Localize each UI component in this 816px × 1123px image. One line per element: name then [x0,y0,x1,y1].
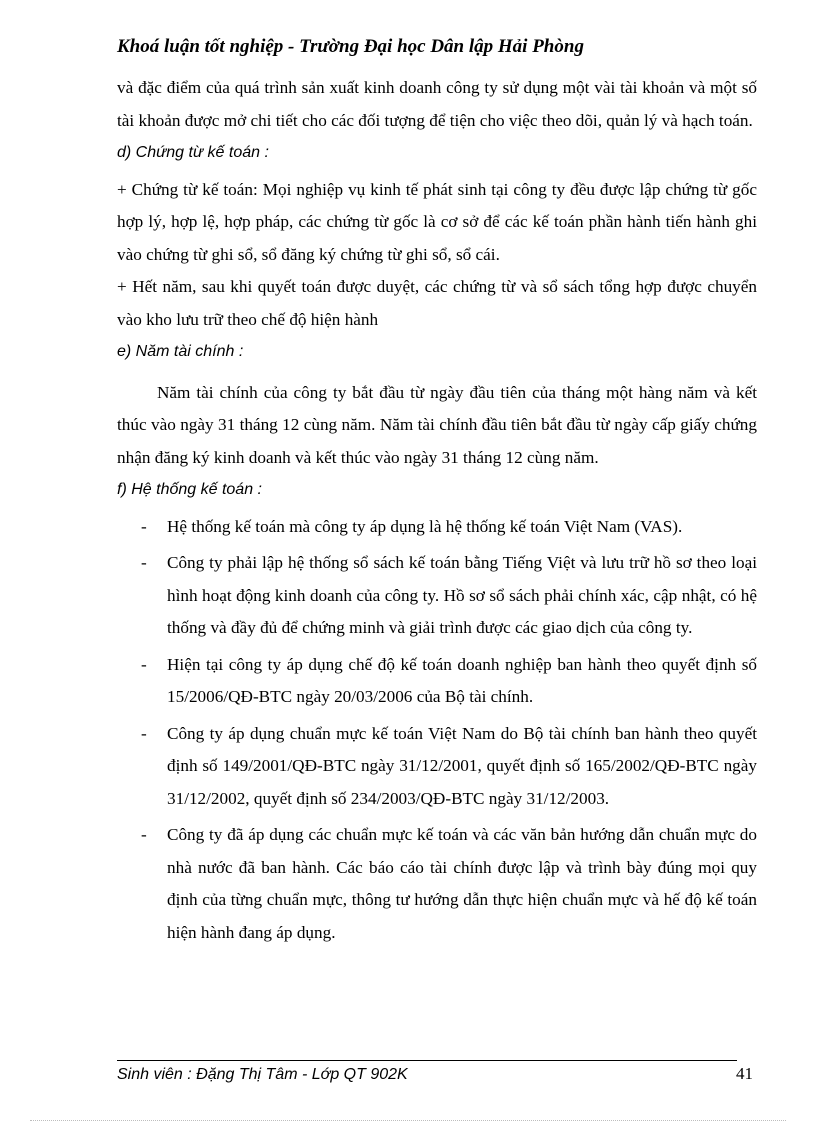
list-item-text: Hiện tại công ty áp dụng chế độ kế toán doanh nghiệp ban hành theo quyết định số 15/2006/QĐ-BTC ngày 20/03/2006 của Bộ tài chính. [167,654,757,706]
section-f-list [117,511,757,950]
list-item [117,511,757,544]
dash-bullet: - [141,825,147,844]
intro-paragraph: và đặc điểm của quá trình sản xuất kinh doanh công ty sử dụng một vài tài khoản và một số tài khoản được mở chi tiết cho các đối tượng để tiện cho việc theo dõi, quản lý và hạch toán. [117,78,757,130]
page-number: 41 [736,1064,753,1083]
list-item-text: Hệ thống kế toán mà công ty áp dụng là hệ thống kế toán Việt Nam (VAS). [167,516,683,536]
footer-divider [117,1060,737,1061]
dash-bullet: - [141,516,147,536]
section-d-heading: d) Chứng từ kế toán : [117,144,269,161]
dash-bullet: - [141,654,147,674]
footer-student-info: Sinh viên : Đặng Thị Tâm - Lớp QT 902K [117,1066,408,1083]
list-item [117,819,757,949]
section-e-paragraph: Năm tài chính của công ty bắt đầu từ ngày đầu tiên của tháng một hàng năm và kết thúc vào ngày 31 tháng 12 cùng năm. Năm tài chính đầu tiên bắt đầu từ ngày cấp giấy chứng nhận đăng ký kinh doanh và kết thúc vào ngày 31 tháng 12 cùng năm. [117,382,757,467]
dash-bullet: - [141,553,147,572]
list-item-text: Công ty đã áp dụng các chuẩn mực kế toán và các văn bản hướng dẫn chuẩn mực do nhà nước đã ban hành. Các báo cáo tài chính được lập và trình bày đúng mọi quy định của từng chuẩn mực, thông tư hướng dẫn thực hiện chuẩn mực và hế độ kế toán hiện hành đang áp dụng. [167,825,757,942]
list-item [117,649,757,714]
document-body [117,72,757,949]
page-edge-divider [30,1120,786,1121]
section-e-heading: e) Năm tài chính : [117,343,244,360]
list-item [117,718,757,816]
list-item [117,547,757,645]
list-item-text: Công ty áp dụng chuẩn mực kế toán Việt Nam do Bộ tài chính ban hành theo quyết định số 149/2001/QĐ-BTC ngày 31/12/2001, quyết định số 165/2002/QĐ-BTC ngày 31/12/2002, quyết định số 234/2003/QĐ-BTC ngày 31/12/2003. [167,723,757,808]
dash-bullet: - [141,723,147,743]
list-item-text: Công ty phải lập hệ thống sổ sách kế toán bằng Tiếng Việt và lưu trữ hồ sơ theo loại hình hoạt động kinh doanh của công ty. Hồ sơ sổ sách phải chính xác, cập nhật, có hệ thống và đầy đủ để chứng minh và giải trình được các giao dịch của công ty. [167,553,757,637]
section-f-heading: f) Hệ thống kế toán : [117,481,262,498]
page-header-title: Khoá luận tốt nghiệp - Trường Đại học Dân lập Hải Phòng [117,36,584,57]
section-d-paragraph-2: + Hết năm, sau khi quyết toán được duyệt, các chứng từ và sổ sách tổng hợp được chuyển vào kho lưu trữ theo chế độ hiện hành [117,277,757,329]
section-d-paragraph-1: + Chứng từ kế toán: Mọi nghiệp vụ kinh tế phát sinh tại công ty đều được lập chứng từ gốc hợp lý, hợp lệ, hợp pháp, các chứng từ gốc là cơ sở để các kế toán phần hành tiến hành ghi vào chứng từ ghi sổ, sổ đăng ký chứng từ ghi sổ, sổ cái. [117,179,757,264]
